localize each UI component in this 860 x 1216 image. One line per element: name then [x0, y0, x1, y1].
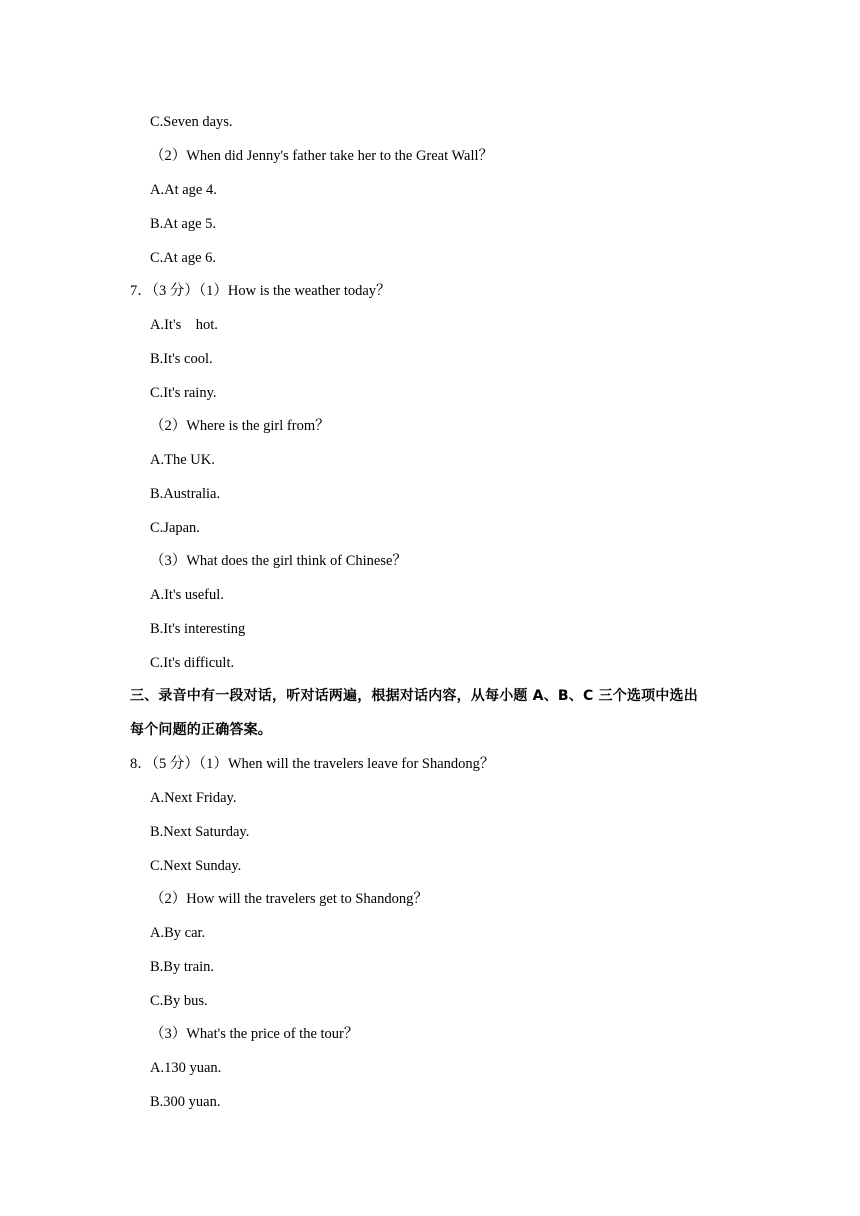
q8-sub2-option-a: A.By car.: [150, 925, 206, 941]
q7-sub2-option-a: A.The UK.: [150, 452, 215, 468]
q7-stem: 7．（3 分）（1）How is the weather today？: [130, 283, 391, 299]
q8-subquestion-3: （3）What's the price of the tour？: [150, 1026, 359, 1042]
q8-sub3-option-a: A.130 yuan.: [150, 1060, 222, 1076]
q8-subquestion-2: （2）How will the travelers get to Shandong？: [150, 891, 428, 907]
q7-subquestion-3: （3）What does the girl think of Chinese？: [150, 553, 407, 569]
q7-sub1-option-b: B.It's cool.: [150, 351, 213, 367]
q8-sub2-option-c: C.By bus.: [150, 993, 208, 1009]
q7-sub2-option-c: C.Japan.: [150, 520, 200, 536]
q7-sub3-option-b: B.It's interesting: [150, 621, 246, 637]
q8-sub3-option-b: B.300 yuan.: [150, 1094, 221, 1110]
q6-sub2-option-c: C.At age 6.: [150, 250, 217, 266]
q7-sub1-option-a: A.It's hot.: [150, 317, 218, 333]
q6-sub2-option-b: B.At age 5.: [150, 216, 217, 232]
q8-sub2-option-b: B.By train.: [150, 959, 215, 975]
q8-sub1-option-a: A.Next Friday.: [150, 790, 237, 806]
q7-sub3-option-c: C.It's difficult.: [150, 655, 235, 671]
q6-subquestion-2: （2）When did Jenny's father take her to the Great Wall？: [150, 148, 494, 164]
q7-sub2-option-b: B.Australia.: [150, 486, 221, 502]
q6-option-c: C.Seven days.: [150, 114, 233, 130]
q8-sub1-option-c: C.Next Sunday.: [150, 858, 242, 874]
q6-sub2-option-a: A.At age 4.: [150, 182, 217, 198]
section-3-heading-line-2: 每个问题的正确答案。: [130, 722, 272, 738]
q7-sub3-option-a: A.It's useful.: [150, 587, 224, 603]
section-3-heading-line-1: 三、录音中有一段对话，听对话两遍，根据对话内容，从每小题 A、B、C 三个选项中选出: [130, 688, 698, 704]
q7-sub1-option-c: C.It's rainy.: [150, 385, 217, 401]
q8-sub1-option-b: B.Next Saturday.: [150, 824, 250, 840]
q7-subquestion-2: （2）Where is the girl from？: [150, 418, 330, 434]
q8-stem: 8．（5 分）（1）When will the travelers leave for Shandong？: [130, 756, 495, 772]
